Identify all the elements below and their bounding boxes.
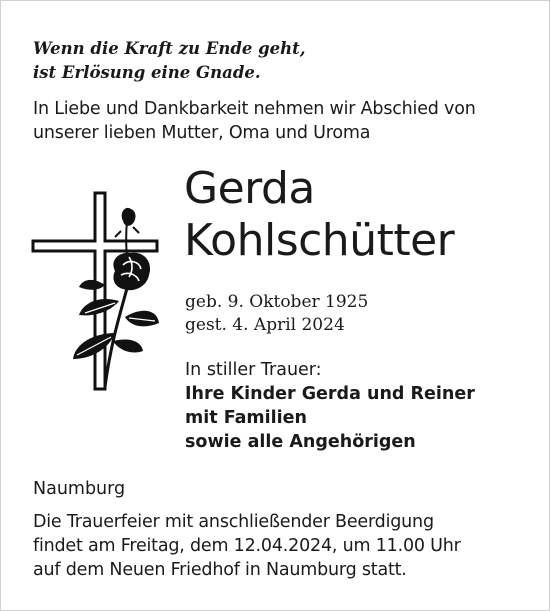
funeral-line-1: Die Trauerfeier mit anschließender Beerdigung [33,512,434,532]
intro-text [33,97,533,145]
mourners-line-3: sowie alle Angehörigen [185,432,416,452]
death-date: gest. 4. April 2024 [185,315,345,335]
deceased-last-name: Kohlschütter [184,215,455,266]
funeral-line-3: auf dem Neuen Friedhof in Naumburg statt. [33,560,407,580]
funeral-line-2: findet am Freitag, dem 12.04.2024, um 11.00 Uhr [33,536,461,556]
motto [33,37,306,85]
motto-line-2: ist Erlösung eine Gnade. [33,63,261,82]
deceased-name [184,163,454,267]
birth-date: geb. 9. Oktober 1925 [185,292,369,312]
place: Naumburg [33,479,126,499]
deceased-first-name: Gerda [184,163,315,214]
funeral-info [33,510,533,582]
mourners-heading: In stiller Trauer: [185,360,322,380]
motto-line-1: Wenn die Kraft zu Ende geht, [33,39,306,58]
mourners-line-2: mit Familien [185,408,307,428]
mourners-line-1: Ihre Kinder Gerda und Reiner [185,384,475,404]
cross-with-rose-icon [29,191,161,391]
intro-line-1: In Liebe und Dankbarkeit nehmen wir Abschied von [33,99,476,119]
life-dates [185,291,368,337]
intro-line-2: unserer lieben Mutter, Oma und Uroma [33,123,371,143]
mourners [185,358,475,454]
